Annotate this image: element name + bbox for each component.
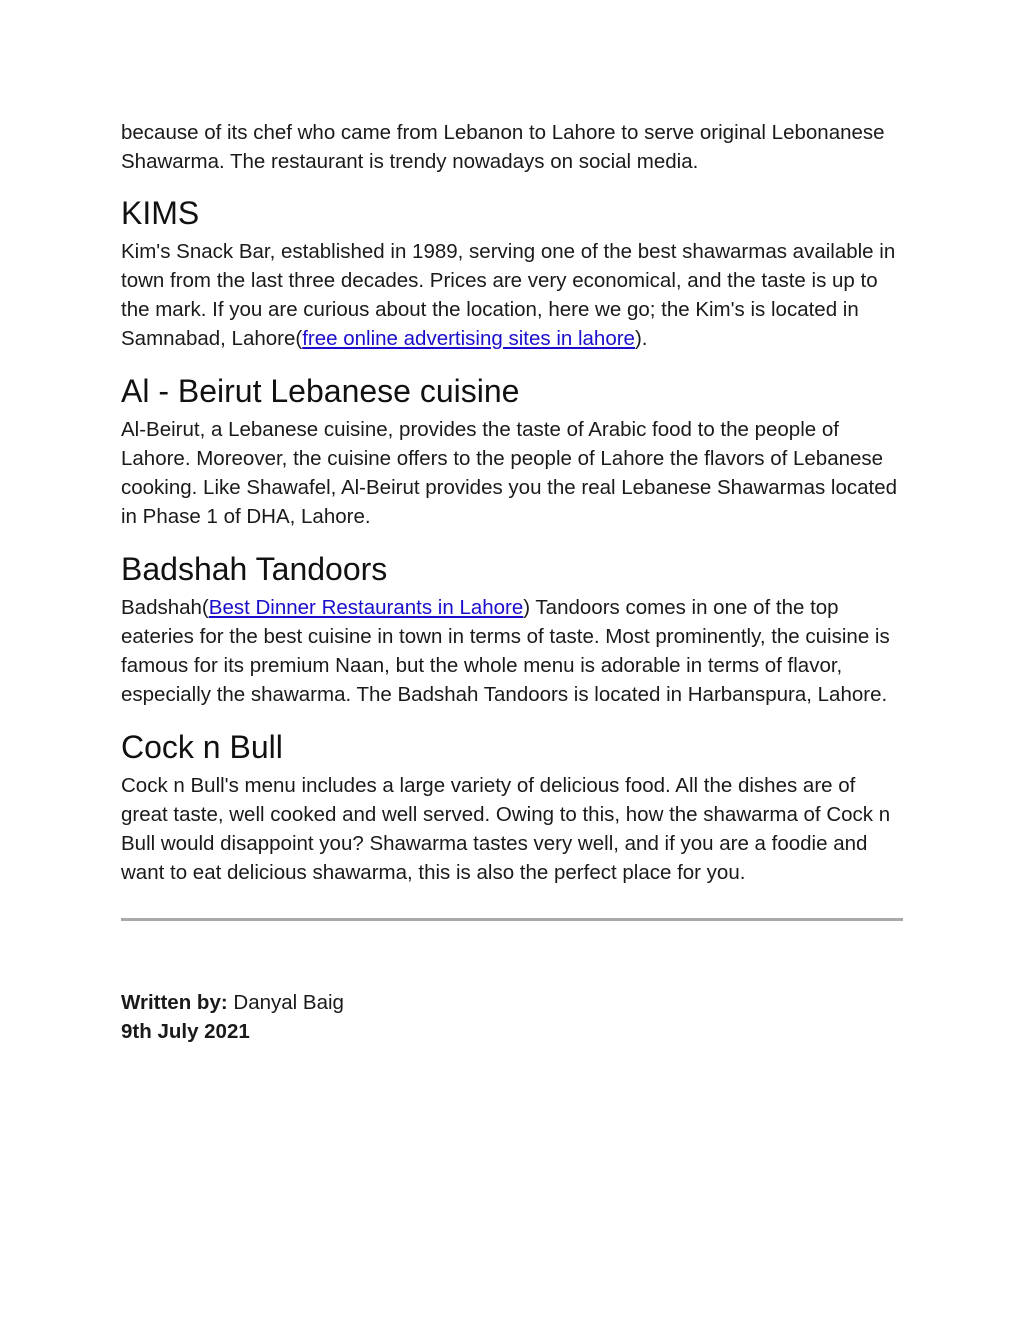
section-body xyxy=(121,593,905,709)
section-body: Al-Beirut, a Lebanese cuisine, provides the taste of Arabic food to the people of Lahore. Moreover, the cuisine offers to the people of Lahore the flavors of Lebanese cooking. Like Shawafel, Al-Beirut provides you the real Lebanese Shawarmas located in Phase 1 of DHA, Lahore. xyxy=(121,418,898,528)
publish-date xyxy=(121,1017,905,1046)
body-text: ) Tandoors comes in one of the top eateries for the best cuisine in town in terms of taste. Most prominently, the cuisine is famous for its premium Naan, but the whole menu is adorable in terms of flavor, especially the shawarma. The Badshah Tandoors is located in Harbanspura, Lahore. xyxy=(121,596,890,706)
section-body: Cock n Bull's menu includes a large variety of delicious food. All the dishes are of great taste, well cooked and well served. Owing to this, how the shawarma of Cock n Bull would disappoint you? Shawarma tastes very well, and if you are a foodie and want to eat delicious shawarma, this is also the perfect place for you. xyxy=(121,774,891,884)
section-heading: Cock n Bull xyxy=(121,729,283,765)
section-body xyxy=(121,237,905,353)
section-badshah-tandoors xyxy=(121,549,905,709)
author-line xyxy=(121,988,905,1017)
section-heading: KIMS xyxy=(121,195,200,231)
section-kims xyxy=(121,193,905,353)
body-text: ). xyxy=(634,327,648,350)
advertising-sites-link[interactable]: free online advertising sites in lahore xyxy=(302,327,635,350)
horizontal-divider xyxy=(121,918,903,921)
section-heading: Al - Beirut Lebanese cuisine xyxy=(121,373,520,409)
author-name: Danyal Baig xyxy=(233,991,344,1014)
section-al-beirut xyxy=(121,371,905,531)
section-cock-n-bull xyxy=(121,727,905,887)
intro-paragraph: because of its chef who came from Lebanon to Lahore to serve original Lebonanese Shawarma. The restaurant is trendy nowadays on social media. xyxy=(121,121,885,173)
dinner-restaurants-link[interactable]: Best Dinner Restaurants in Lahore xyxy=(208,596,524,619)
document-page xyxy=(121,118,905,1046)
date-text: 9th July 2021 xyxy=(121,1020,250,1043)
article-footer xyxy=(121,988,905,1046)
body-text: Kim's Snack Bar, established in 1989, serving one of the best shawarmas available in town from the last three decades. Prices are very economical, and the taste is up to the mark. If you are curious about the location, here we go; the Kim's is located in Samnabad, Lahore( xyxy=(121,240,896,350)
written-by-label: Written by: xyxy=(121,991,228,1014)
body-text: Badshah( xyxy=(121,596,209,619)
section-heading: Badshah Tandoors xyxy=(121,551,388,587)
